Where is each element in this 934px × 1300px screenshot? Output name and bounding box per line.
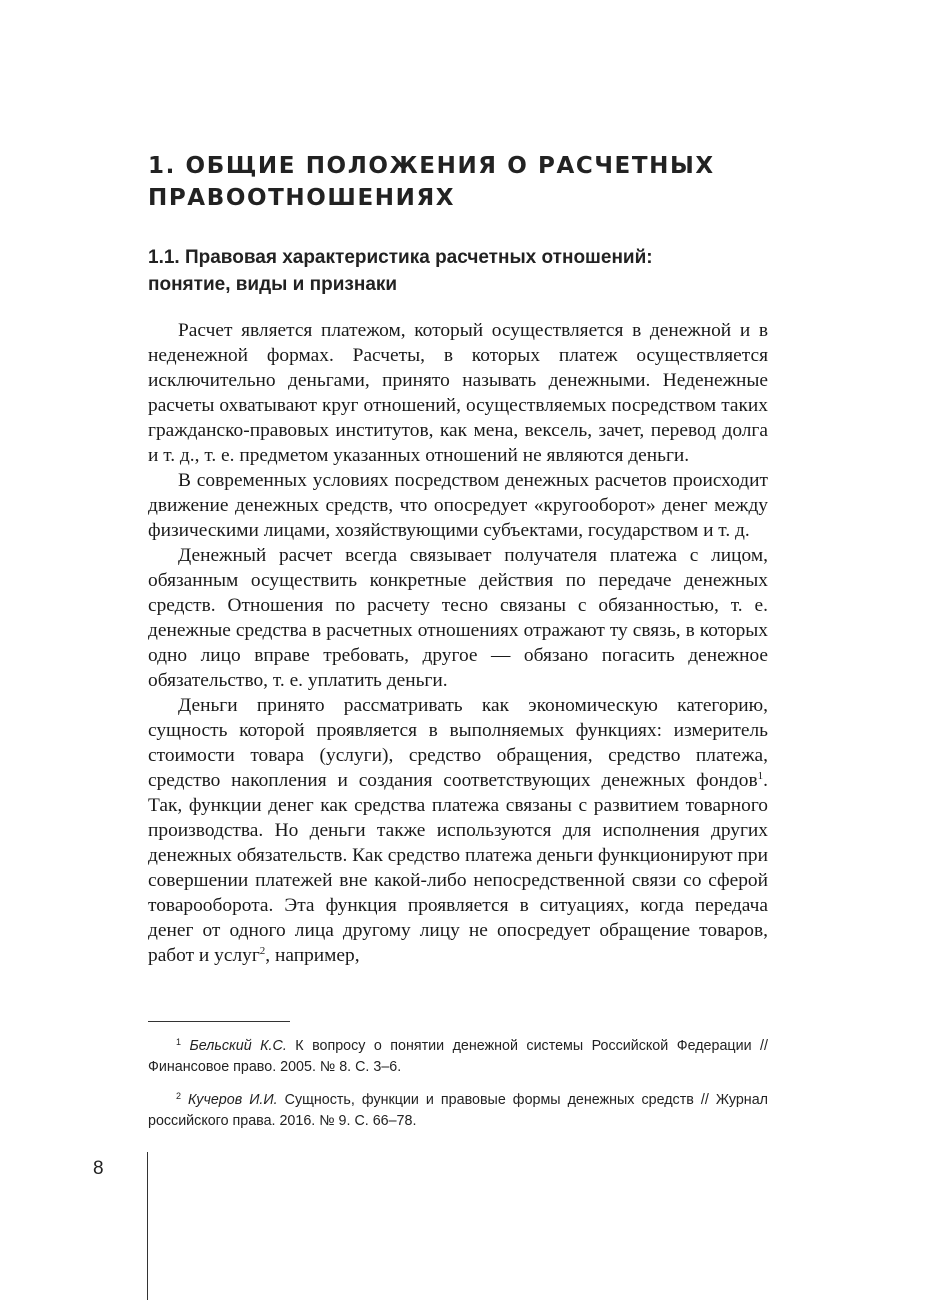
paragraph-4-part-3: , например,: [265, 945, 360, 966]
page-content: [148, 150, 768, 968]
paragraph-4-part-1: Деньги принято рассматривать как экономическую категорию, сущность которой проявляется в выполняемых функциях: измеритель стоимости товара (услуги), средство обращения, средство платежа, средство накопления и создания соответствующих денежных фондов: [148, 695, 768, 791]
footnote-2: [148, 1090, 768, 1132]
chapter-title: [148, 150, 768, 214]
footnote-1-author: Бельский К.С.: [189, 1038, 287, 1054]
paragraph-2: В современных условиях посредством денежных расчетов происходит движение денежных средств, что опосредует «кругооборот» денег между физическими лицами, хозяйствующими субъектами, государством и т. д.: [148, 470, 768, 541]
paragraph-4-part-2: . Так, функции денег как средства платежа связаны с развитием товарного производства. Но деньги также используются для исполнения других денежных обязательств. Как средство платежа деньги функционируют при совершении платежей вне какой-либо непосредственной связи со сферой товарооборота. Эта функция проявляется в ситуациях, когда передача денег от одного лица другому лицу не опосредует обращение товаров, работ и услуг: [148, 770, 768, 966]
paragraph-1: Расчет является платежом, который осуществляется в денежной и в неденежной формах. Расчеты, в которых платеж осуществляется исключительно деньгами, принято называть денежными. Неденежные расчеты охватывают круг отношений, осуществляемых посредством таких гражданско-правовых институтов, как мена, вексель, зачет, перевод долга и т. д., т. е. предметом указанных отношений не являются деньги.: [148, 320, 768, 466]
footnote-2-text: Сущность, функции и правовые формы денежных средств // Журнал российского права. 2016. № 9. С. 66–78.: [148, 1092, 768, 1129]
paragraph-3: Денежный расчет всегда связывает получателя платежа с лицом, обязанным осуществить конкретные действия по передаче денежных средств. Отношения по расчету тесно связаны с обязанностью, т. е. денежные средства в расчетных отношениях отражают ту связь, в которых одно лицо вправе требовать, другое — обязано погасить денежное обязательство, т. е. уплатить деньги.: [148, 545, 768, 691]
chapter-title-line2: ПРАВООТНОШЕНИЯХ: [148, 185, 456, 211]
section-title: [148, 244, 768, 298]
footnote-1: [148, 1036, 768, 1078]
footnote-2-number: 2: [176, 1091, 182, 1101]
section-title-line2: понятие, виды и признаки: [148, 274, 398, 295]
footnote-1-number: 1: [176, 1037, 182, 1047]
footnote-1-text: К вопросу о понятии денежной системы Российской Федерации // Финансовое право. 2005. № 8. С. 3–6.: [148, 1038, 768, 1075]
paragraph-4: [148, 693, 768, 968]
section-title-line1: 1.1. Правовая характеристика расчетных отношений:: [148, 247, 653, 268]
margin-divider: [147, 1152, 148, 1300]
chapter-title-line1: 1. ОБЩИЕ ПОЛОЖЕНИЯ О РАСЧЕТНЫХ: [148, 153, 715, 179]
body-text: [148, 318, 768, 968]
footnote-ref-2[interactable]: 2: [259, 945, 266, 957]
footnotes: [148, 1036, 768, 1144]
footnote-2-author: Кучеров И.И.: [188, 1092, 278, 1108]
footnote-divider: [148, 1021, 290, 1022]
footnote-ref-1[interactable]: 1: [757, 770, 764, 782]
page-number: 8: [93, 1158, 104, 1179]
